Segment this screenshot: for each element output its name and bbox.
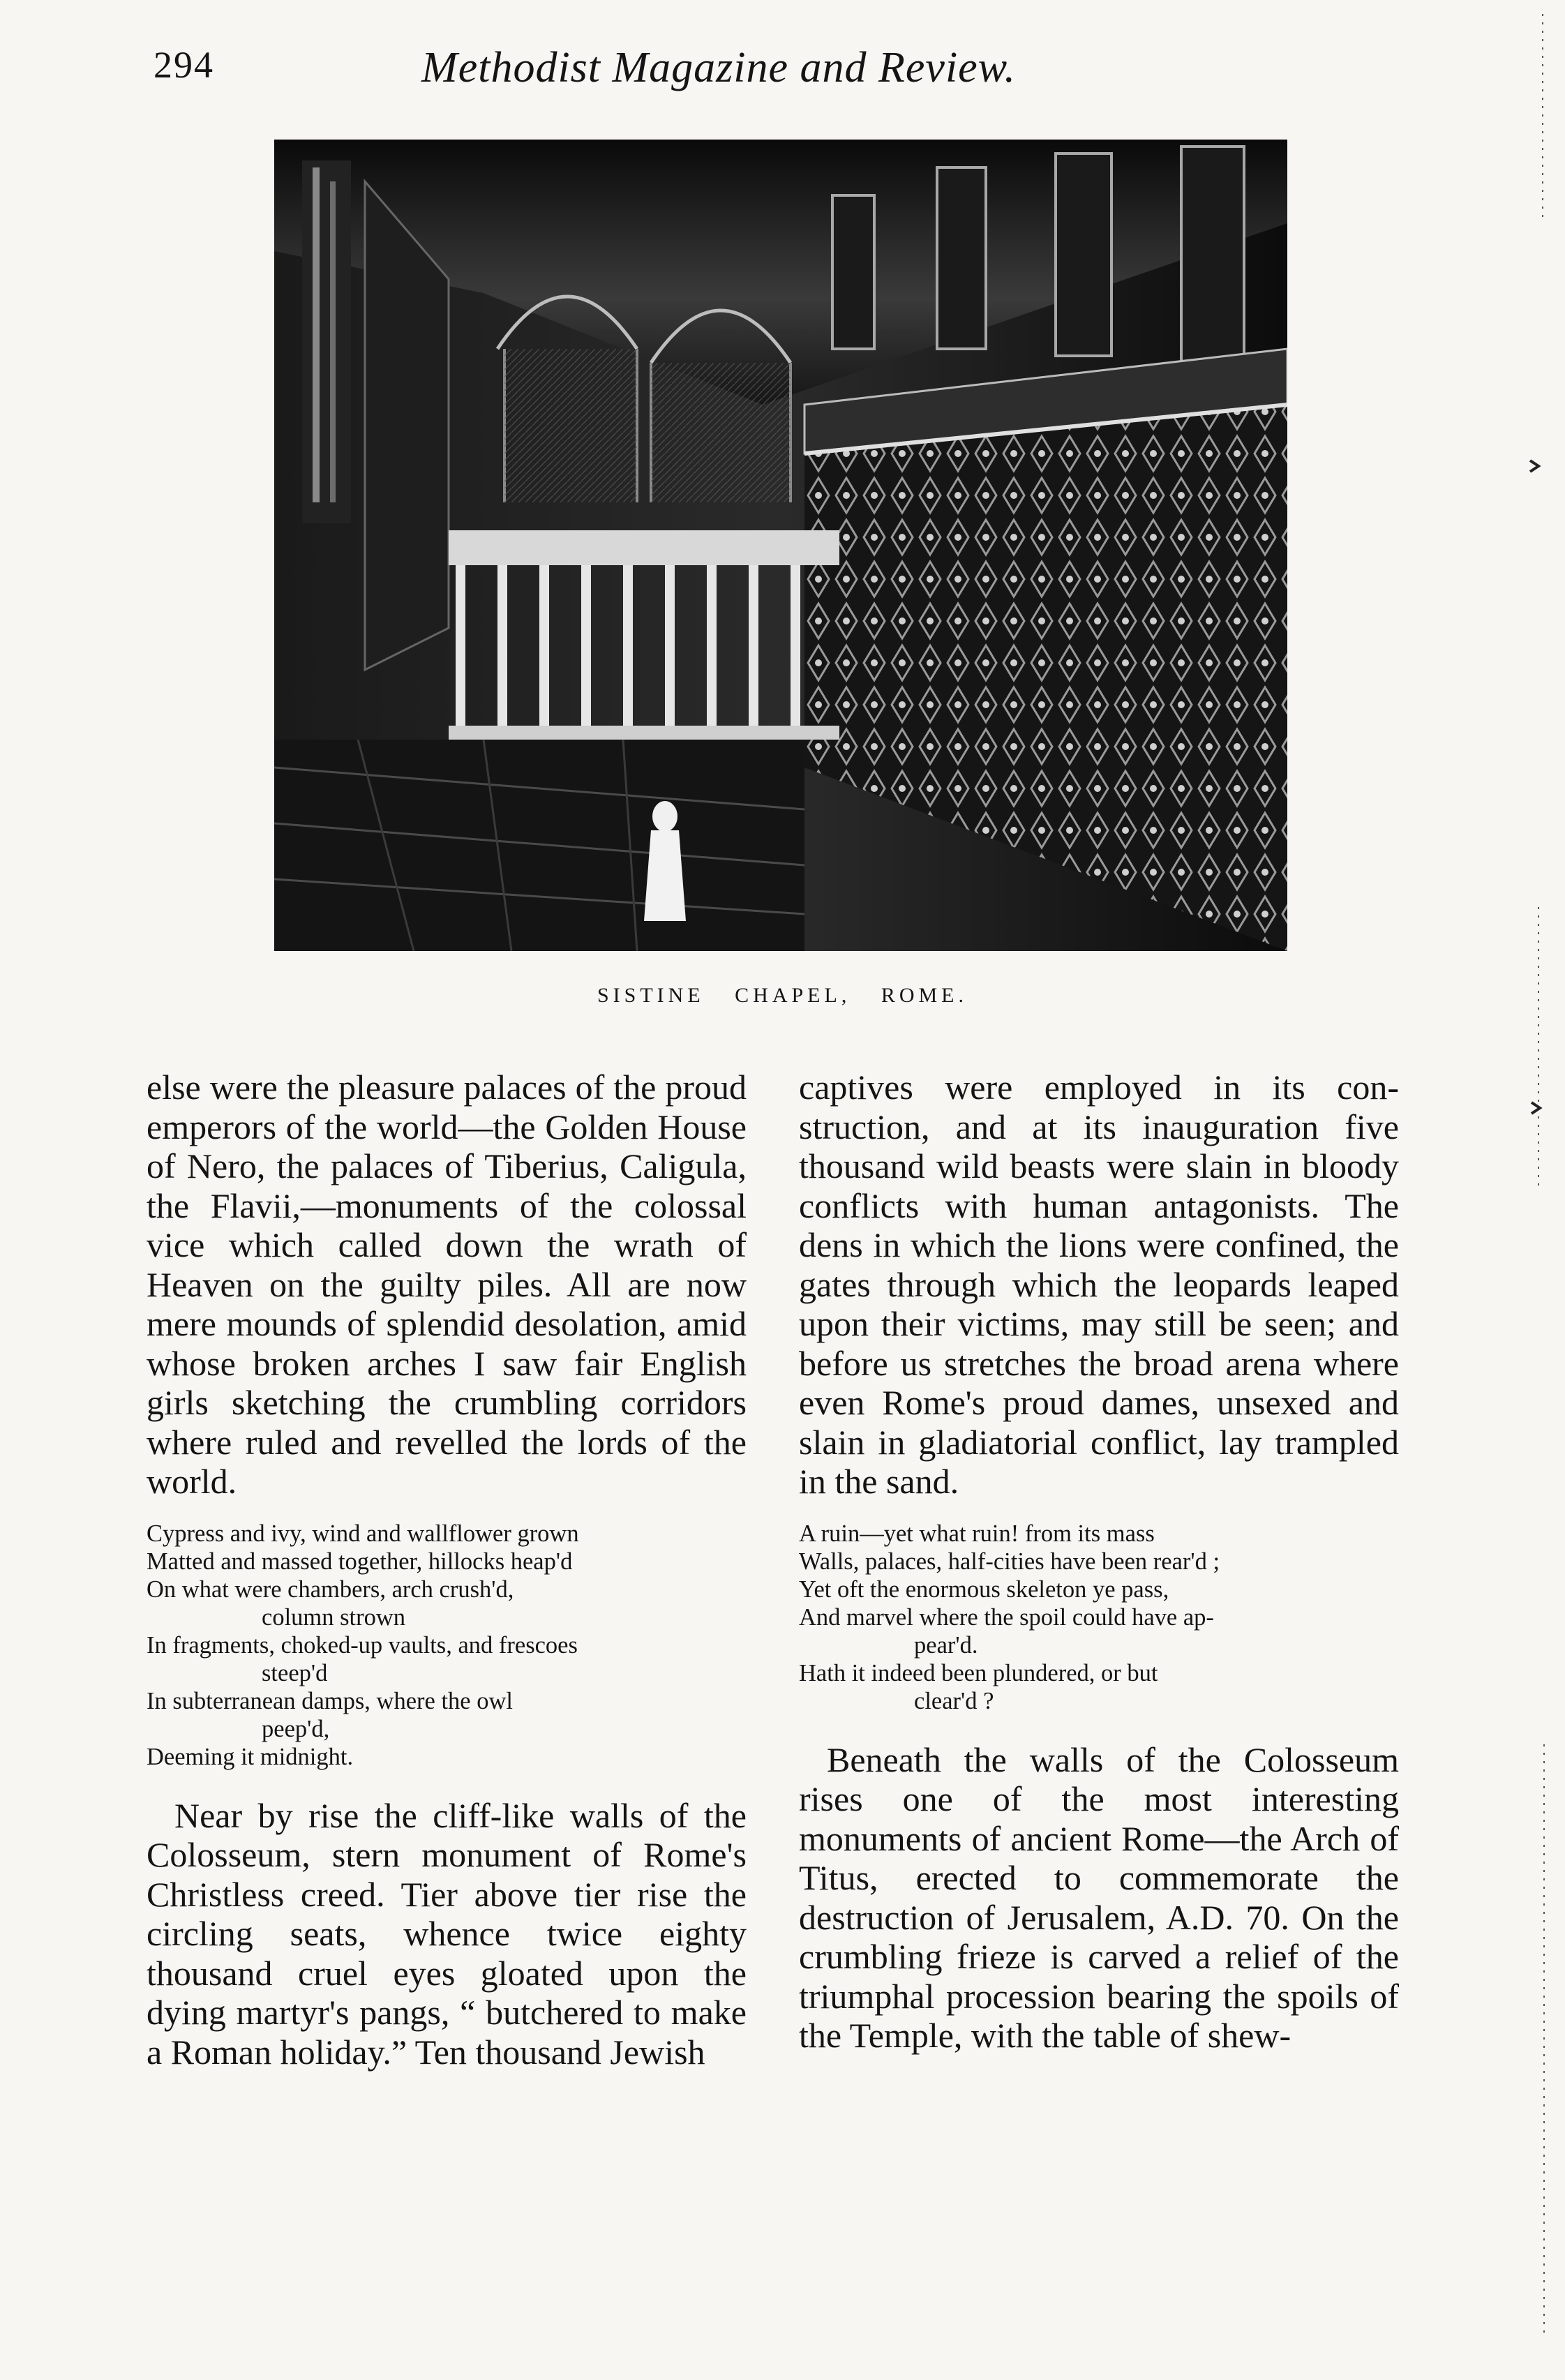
verse-line: In fragments, choked-up vaults, and frescoes (147, 1631, 578, 1659)
running-title: Methodist Magazine and Review. (421, 44, 1016, 91)
verse-line-continuation: steep'd (262, 1659, 328, 1686)
right-verse-quote (799, 1520, 1399, 1715)
verse-line-continuation: clear'd ? (914, 1687, 994, 1714)
verse-line: On what were chambers, arch crush'd, (147, 1576, 514, 1603)
scan-margin-marks (1523, 0, 1565, 2380)
right-paragraph-1: captives were employed in its construction, and at its inauguration five thousand wild beasts were slain in bloody conflicts with human antagonists. The dens in which the lions were confined, the gates through which the leopards leaped upon their victims, may still be seen; and before us stretches the broad arena where even Rome's proud dames, unsexed and slain in gladiatorial conflict, lay trampled in the sand. (799, 1068, 1399, 1501)
right-column (799, 1068, 1399, 2056)
verse-line: Cypress and ivy, wind and wallflower grown (147, 1520, 579, 1547)
page-number: 294 (153, 44, 214, 86)
verse-line-continuation: column strown (262, 1603, 406, 1631)
verse-line: Matted and massed together, hillocks heap'd (147, 1548, 573, 1575)
verse-line: In subterranean damps, where the owl (147, 1687, 513, 1714)
left-verse-quote (147, 1520, 747, 1771)
left-paragraph-2: Near by rise the cliff-like walls of the Colosseum, stern monument of Rome's Christless creed. Tier above tier rise the circling seats, whence twice eighty thousand cruel eyes gloated upon the dying martyr's pangs, “ butchered to make a Roman holiday.” Ten thousand Jewish (147, 1795, 747, 2072)
verse-line: Hath it indeed been plundered, or but (799, 1659, 1158, 1686)
sistine-chapel-engraving (274, 140, 1287, 951)
left-paragraph-1: else were the pleasure palaces of the proud emperors of the world—the Golden House of Nero, the palaces of Tiberius, Caligula, the Flavii,—monuments of the colossal vice which called down the wrath of Heaven on the guilty piles. All are now mere mounds of splendid desolation, amid whose broken arches I saw fair English girls sketching the crumbling corridors where ruled and revelled the lords of the world. (147, 1068, 747, 1501)
verse-line-continuation: pear'd. (914, 1631, 978, 1659)
verse-line: A ruin—yet what ruin! from its mass (799, 1520, 1155, 1547)
verse-line-continuation: peep'd, (262, 1715, 330, 1742)
figure-caption: SISTINE CHAPEL, ROME. (597, 984, 968, 1007)
left-column (147, 1068, 747, 2072)
verse-line: Deeming it midnight. (147, 1743, 354, 1770)
verse-line: Yet oft the enormous skeleton ye pass, (799, 1576, 1169, 1603)
engraving-illustration (274, 140, 1287, 951)
verse-line: And marvel where the spoil could have ap- (799, 1603, 1214, 1631)
page-header (140, 43, 1298, 106)
right-paragraph-2: Beneath the walls of the Colosseum rises one of the most interesting monuments of ancient Rome—the Arch of Titus, erected to commemorate the destruction of Jerusalem, A.D. 70. On the crumbling frieze is carved a relief of the triumphal procession bearing the spoils of the Temple, with the table of shew- (799, 1739, 1399, 2055)
verse-line: Walls, palaces, half-cities have been rear'd ; (799, 1548, 1220, 1575)
